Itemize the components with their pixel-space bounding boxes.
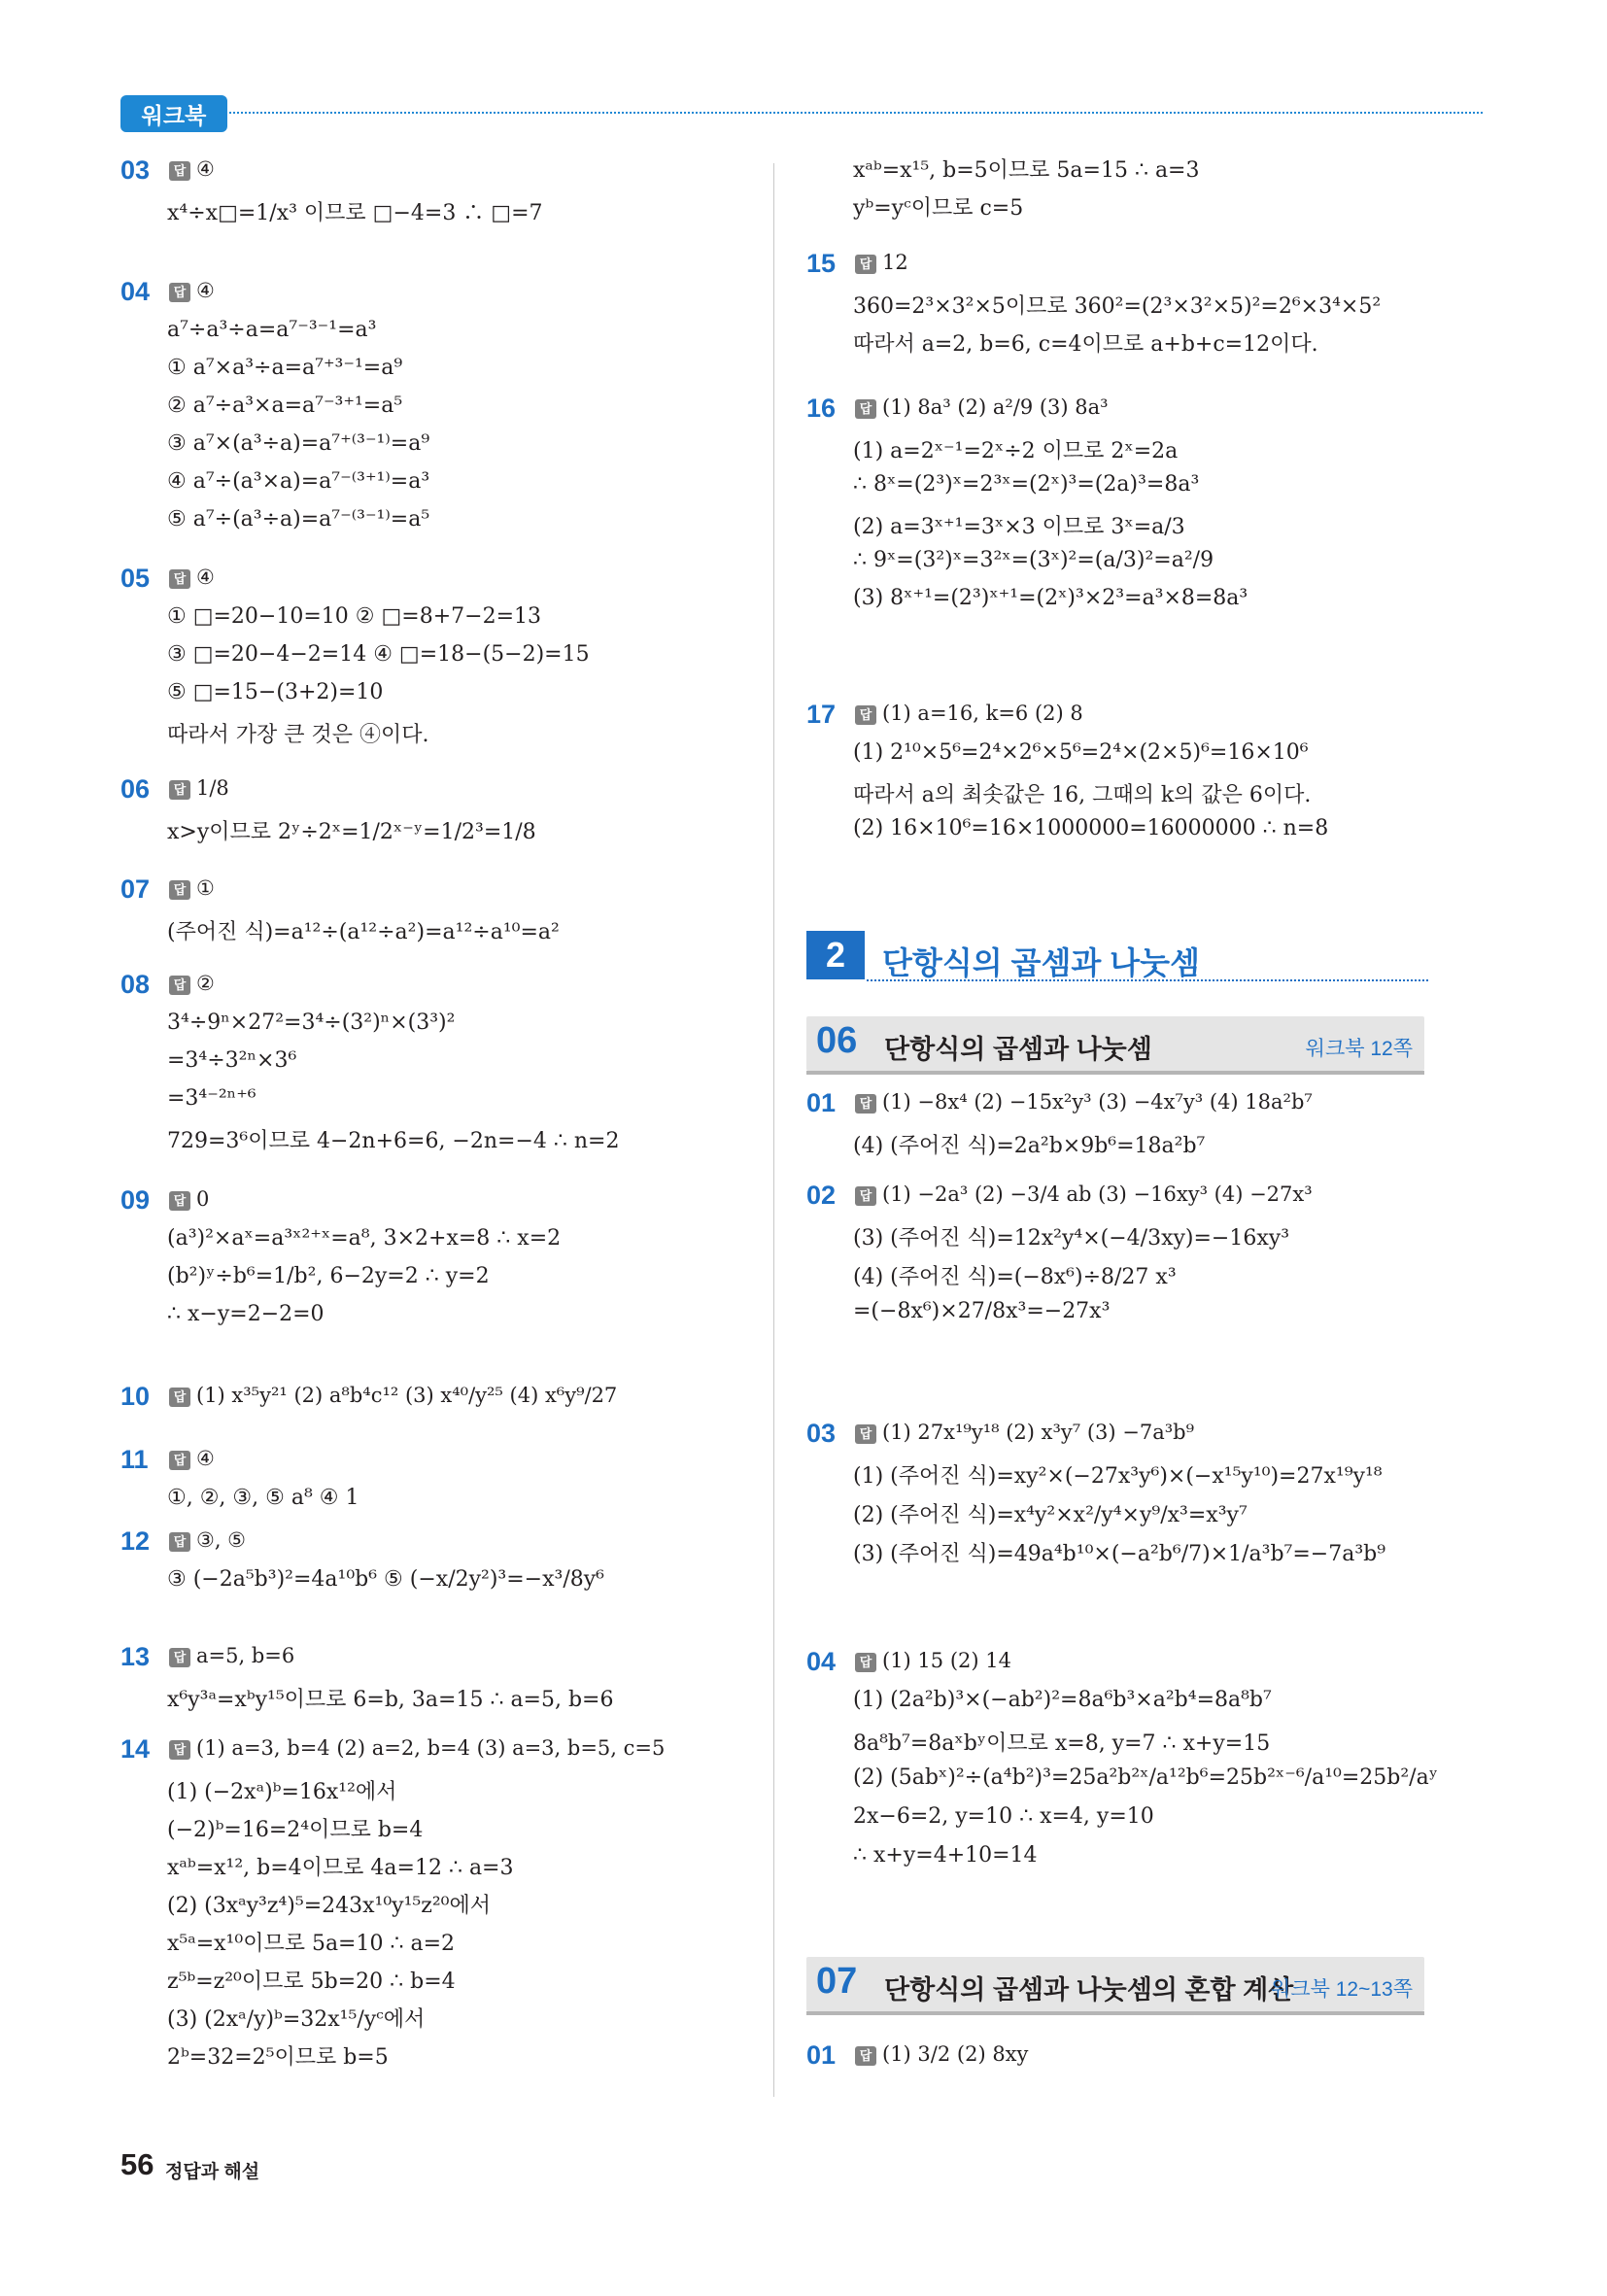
problem-number: 04: [120, 277, 151, 306]
unit-title: 단항식의 곱셈과 나눗셈: [884, 1035, 1152, 1064]
answer-badge-icon: 답: [169, 880, 190, 900]
solution-line: ∴ x+y=4+10=14: [853, 1843, 1038, 1868]
solution-line: (1) 2¹⁰×5⁶=2⁴×2⁶×5⁶=2⁴×(2×5)⁶=16×10⁶: [853, 740, 1309, 765]
solution-line: ①, ②, ③, ⑤ a⁸ ④ 1: [167, 1486, 359, 1510]
answer-text: (1) −2a³ (2) −3/4 ab (3) −16xy³ (4) −27x³: [882, 1182, 1313, 1206]
answer-badge-icon: 답: [169, 1388, 190, 1407]
problem-number: 08: [120, 970, 151, 999]
solution-line: (1) a=2ˣ⁻¹=2ˣ÷2 이므로 2ˣ=2a: [853, 439, 1179, 463]
answer-text: (1) x³⁵y²¹ (2) a⁸b⁴c¹² (3) x⁴⁰/y²⁵ (4) x⁶y⁹/27: [196, 1384, 618, 1407]
problem-number: 15: [806, 249, 837, 278]
answer-badge-icon: 답: [169, 976, 190, 995]
problem-number: 06: [120, 774, 151, 804]
answer-text: ③, ⑤: [196, 1528, 247, 1552]
solution-line: xᵃᵇ=x¹², b=4이므로 4a=12 ∴ a=3: [167, 1856, 514, 1880]
answer-badge-icon: 답: [169, 1191, 190, 1211]
solution-line: 따라서 a=2, b=6, c=4이므로 a+b+c=12이다.: [853, 332, 1318, 357]
answer-badge-icon: 답: [169, 283, 190, 302]
solution-line: z⁵ᵇ=z²⁰이므로 5b=20 ∴ b=4: [167, 1970, 456, 1994]
answer-badge-icon: 답: [169, 780, 190, 800]
unit-number: 07: [816, 1961, 858, 2002]
solution-line: 729=3⁶이므로 4−2n+6=6, −2n=−4 ∴ n=2: [167, 1129, 620, 1153]
solution-line: xᵃᵇ=x¹⁵, b=5이므로 5a=15 ∴ a=3: [853, 158, 1200, 183]
solution-line: (3) (주어진 식)=49a⁴b¹⁰×(−a²b⁶/7)×1/a³b⁷=−7a³b⁹: [853, 1542, 1386, 1566]
answer-badge-icon: 답: [855, 255, 876, 274]
header-dotted-rule: [229, 112, 1483, 114]
solution-line: x⁵ᵃ=x¹⁰이므로 5a=10 ∴ a=2: [167, 1932, 456, 1956]
solution-line: 2ᵇ=32=2⁵이므로 b=5: [167, 2045, 389, 2070]
answer-badge-icon: 답: [169, 1451, 190, 1470]
answer: [855, 1182, 1313, 1206]
problem-number: 17: [806, 700, 837, 729]
solution-line: =3⁴÷3²ⁿ×3⁶: [167, 1048, 297, 1073]
answer: [169, 279, 215, 302]
answer-text: ④: [196, 565, 215, 589]
problem-number: 03: [120, 155, 151, 185]
solution-line: (주어진 식)=a¹²÷(a¹²÷a²)=a¹²÷a¹⁰=a²: [167, 920, 560, 944]
solution-line: ⑤ □=15−(3+2)=10: [167, 680, 384, 704]
solution-line: ∴ 9ˣ=(3²)ˣ=3²ˣ=(3ˣ)²=(a/3)²=a²/9: [853, 548, 1214, 572]
problem-number: 13: [120, 1642, 151, 1671]
section-2-header: [806, 931, 1428, 983]
solution-line: (a³)²×aˣ=a³ˣ²⁺ˣ=a⁸, 3×2+x=8 ∴ x=2: [167, 1226, 562, 1251]
solution-line: ① □=20−10=10 ② □=8+7−2=13: [167, 604, 541, 629]
answer-text: (1) 8a³ (2) a²/9 (3) 8a³: [882, 395, 1109, 419]
answer: [169, 565, 215, 589]
solution-line: yᵇ=yᶜ이므로 c=5: [853, 196, 1024, 221]
problem-number: 14: [120, 1734, 151, 1764]
solution-line: ② a⁷÷a³×a=a⁷⁻³⁺¹=a⁵: [167, 394, 403, 418]
answer-text: (1) a=16, k=6 (2) 8: [882, 702, 1083, 725]
solution-line: (4) (주어진 식)=(−8x⁶)÷8/27 x³: [853, 1265, 1177, 1289]
answer: [169, 1447, 215, 1470]
solution-line: (4) (주어진 식)=2a²b×9b⁶=18a²b⁷: [853, 1134, 1206, 1158]
section-number: 2: [806, 931, 865, 979]
solution-line: (2) (5abˣ)²÷(a⁴b²)³=25a²b²ˣ/a¹²b⁶=25b²ˣ⁻⁶/a¹⁰=25b²/aʸ: [853, 1765, 1439, 1790]
answer: [169, 776, 229, 800]
solution-line: =3⁴⁻²ⁿ⁺⁶: [167, 1086, 256, 1111]
answer-badge-icon: 답: [855, 2046, 876, 2066]
answer-text: a=5, b=6: [196, 1644, 295, 1667]
solution-line: 8a⁸b⁷=8aˣbʸ이므로 x=8, y=7 ∴ x+y=15: [853, 1731, 1271, 1756]
answer-text: ②: [196, 972, 215, 995]
section-title: 단항식의 곱셈과 나눗셈: [882, 945, 1200, 980]
solution-line: (2) a=3ˣ⁺¹=3ˣ×3 이므로 3ˣ=a/3: [853, 515, 1185, 539]
answer: [169, 1384, 617, 1407]
solution-line: 2x−6=2, y=10 ∴ x=4, y=10: [853, 1804, 1154, 1829]
problem-number: 11: [120, 1445, 149, 1474]
solution-line: (2) (주어진 식)=x⁴y²×x²/y⁴×y⁹/x³=x³y⁷: [853, 1503, 1248, 1527]
answer-text: ④: [196, 279, 215, 302]
workbook-page-ref: 워크북 12쪽: [1305, 1038, 1413, 1060]
answer-badge-icon: 답: [855, 399, 876, 419]
solution-line: (1) (−2xᵃ)ᵇ=16x¹²에서: [167, 1780, 397, 1804]
answer-badge-icon: 답: [855, 705, 876, 725]
unit-06-banner: [806, 1016, 1424, 1071]
solution-line: (3) (2xᵃ/y)ᵇ=32x¹⁵/yᶜ에서: [167, 2007, 426, 2032]
answer: [855, 251, 908, 274]
answer-text: (1) 3/2 (2) 8xy: [882, 2042, 1029, 2066]
solution-line: ∴ x−y=2−2=0: [167, 1302, 325, 1326]
solution-line: (1) (2a²b)³×(−ab²)²=8a⁶b³×a²b⁴=8a⁸b⁷: [853, 1688, 1272, 1712]
solution-line: (3) (주어진 식)=12x²y⁴×(−4/3xy)=−16xy³: [853, 1226, 1290, 1251]
answer: [169, 972, 215, 995]
solution-line: 따라서 가장 큰 것은 ④이다.: [167, 723, 429, 747]
solution-line: x⁴÷x□=1/x³ 이므로 □−4=3 ∴ □=7: [167, 201, 543, 225]
solution-line: 따라서 a의 최솟값은 16, 그때의 k의 값은 6이다.: [853, 783, 1312, 807]
problem-number: 10: [120, 1382, 151, 1411]
solution-line: 360=2³×3²×5이므로 360²=(2³×3²×5)²=2⁶×3⁴×5²: [853, 294, 1382, 319]
solution-line: =(−8x⁶)×27/8x³=−27x³: [853, 1299, 1111, 1323]
problem-number: 16: [806, 394, 837, 423]
answer: [855, 395, 1109, 419]
answer: [855, 702, 1083, 725]
answer: [855, 1090, 1313, 1114]
answer-badge-icon: 답: [169, 1648, 190, 1667]
solution-line: ③ (−2a⁵b³)²=4a¹⁰b⁶ ⑤ (−x/2y²)³=−x³/8y⁶: [167, 1567, 605, 1592]
answer-badge-icon: 답: [169, 1532, 190, 1552]
answer-badge-icon: 답: [855, 1653, 876, 1672]
unit-number: 06: [816, 1020, 858, 1061]
answer-text: 1/8: [196, 776, 229, 800]
answer-badge-icon: 답: [169, 1740, 190, 1760]
solution-line: (−2)ᵇ=16=2⁴이므로 b=4: [167, 1818, 424, 1842]
unit-title: 단항식의 곱셈과 나눗셈의 혼합 계산: [884, 1975, 1294, 2005]
solution-line: (1) (주어진 식)=xy²×(−27x³y⁶)×(−x¹⁵y¹⁰)=27x¹⁹y¹⁸: [853, 1464, 1383, 1489]
solution-line: (2) (3xᵃy³z⁴)⁵=243x¹⁰y¹⁵z²⁰에서: [167, 1894, 491, 1918]
answer-text: 0: [196, 1187, 210, 1211]
footer-label: 정답과 해설: [165, 2162, 260, 2182]
answer-text: (1) 27x¹⁹y¹⁸ (2) x³y⁷ (3) −7a³b⁹: [882, 1421, 1195, 1444]
solution-line: ∴ 8ˣ=(2³)ˣ=2³ˣ=(2ˣ)³=(2a)³=8a³: [853, 472, 1200, 497]
answer-text: (1) −8x⁴ (2) −15x²y³ (3) −4x⁷y³ (4) 18a²b⁷: [882, 1090, 1313, 1114]
answer: [855, 2042, 1028, 2066]
solution-line: ① a⁷×a³÷a=a⁷⁺³⁻¹=a⁹: [167, 356, 403, 380]
workbook-page-ref: 워크북 12~13쪽: [1271, 1978, 1413, 2001]
answer: [169, 1528, 246, 1552]
answer-text: (1) 15 (2) 14: [882, 1649, 1011, 1672]
answer: [169, 1644, 294, 1667]
answer-badge-icon: 답: [855, 1094, 876, 1114]
answer: [855, 1421, 1194, 1444]
problem-number: 01: [806, 1088, 837, 1117]
solution-line: 3⁴÷9ⁿ×27²=3⁴÷(3²)ⁿ×(3³)²: [167, 1011, 456, 1035]
problem-number: 03: [806, 1419, 837, 1448]
answer-text: 12: [882, 251, 908, 274]
solution-line: ③ □=20−4−2=14 ④ □=18−(5−2)=15: [167, 642, 590, 667]
answer: [855, 1649, 1011, 1672]
answer: [169, 157, 215, 181]
answer: [169, 1736, 665, 1760]
problem-number: 04: [806, 1647, 837, 1676]
solution-line: x>y이므로 2ʸ÷2ˣ=1/2ˣ⁻ʸ=1/2³=1/8: [167, 820, 536, 844]
answer-text: ①: [196, 876, 215, 900]
unit-07-banner: [806, 1957, 1424, 2011]
problem-number: 12: [120, 1526, 151, 1556]
solution-line: a⁷÷a³÷a=a⁷⁻³⁻¹=a³: [167, 318, 377, 342]
answer-text: ④: [196, 1447, 215, 1470]
solution-line: ③ a⁷×(a³÷a)=a⁷⁺⁽³⁻¹⁾=a⁹: [167, 431, 430, 456]
solution-line: ⑤ a⁷÷(a³÷a)=a⁷⁻⁽³⁻¹⁾=a⁵: [167, 507, 430, 531]
banner-shadow: [806, 1071, 1424, 1075]
problem-number: 09: [120, 1185, 151, 1215]
solution-line: (b²)ʸ÷b⁶=1/b², 6−2y=2 ∴ y=2: [167, 1264, 490, 1288]
section-dotted-rule: [867, 979, 1428, 981]
problem-number: 01: [806, 2040, 837, 2070]
solution-line: ④ a⁷÷(a³×a)=a⁷⁻⁽³⁺¹⁾=a³: [167, 469, 430, 494]
solution-line: x⁶y³ᵃ=xᵇy¹⁵이므로 6=b, 3a=15 ∴ a=5, b=6: [167, 1688, 614, 1712]
problem-number: 07: [120, 874, 151, 904]
answer-badge-icon: 답: [855, 1186, 876, 1206]
page-number: 56: [120, 2147, 154, 2181]
problem-number: 05: [120, 564, 151, 593]
workbook-tag: 워크북: [120, 95, 227, 132]
answer-text: (1) a=3, b=4 (2) a=2, b=4 (3) a=3, b=5, c=5: [196, 1736, 666, 1760]
answer-badge-icon: 답: [169, 569, 190, 589]
answer: [169, 876, 215, 900]
solution-line: (2) 16×10⁶=16×1000000=16000000 ∴ n=8: [853, 816, 1329, 840]
column-divider: [773, 163, 774, 2097]
answer-badge-icon: 답: [855, 1424, 876, 1444]
answer: [169, 1187, 209, 1211]
answer-text: ④: [196, 157, 215, 181]
answer-badge-icon: 답: [169, 161, 190, 181]
banner-shadow: [806, 2011, 1424, 2015]
problem-number: 02: [806, 1181, 837, 1210]
solution-line: (3) 8ˣ⁺¹=(2³)ˣ⁺¹=(2ˣ)³×2³=a³×8=8a³: [853, 586, 1248, 610]
